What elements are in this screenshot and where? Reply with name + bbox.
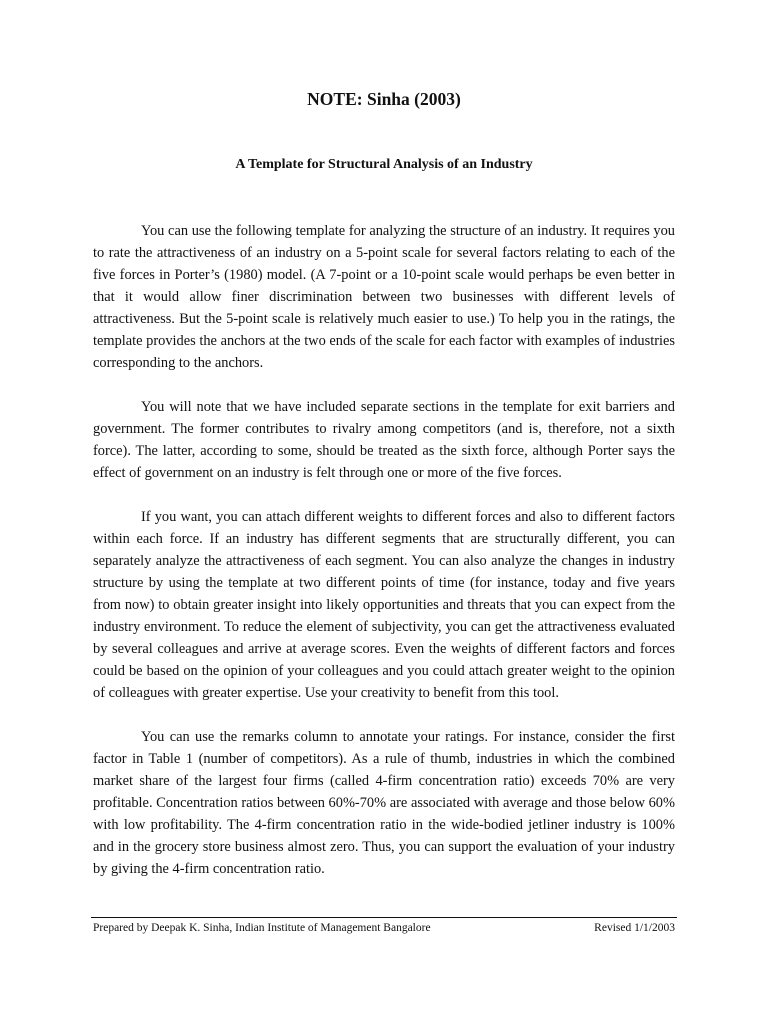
- footer-author: Prepared by Deepak K. Sinha, Indian Institute of Management Bangalore: [93, 922, 431, 934]
- footer-revision-date: Revised 1/1/2003: [594, 922, 675, 934]
- page-subtitle: A Template for Structural Analysis of an Industry: [235, 157, 533, 172]
- paragraph-remarks: You can use the remarks column to annotate your ratings. For instance, consider the first factor in Table 1 (number of competitors). As a rule of thumb, industries in which the combined market share of the largest four firms (called 4-firm concentration ratio) exceeds 70% are very profitable. Concentration ratios between 60%-70% are associated with average and those below 60% with low profitability. The 4-firm concentration ratio in the wide-bodied jetliner industry is 100% and in the grocery store business almost zero. Thus, you can support the evaluation of your industry by giving the 4-firm concentration ratio.: [93, 729, 675, 877]
- paragraph-intro: You can use the following template for analyzing the structure of an industry. It requires you to rate the attractiveness of an industry on a 5-point scale for several factors relating to each of the five forces in Porter’s (1980) model. (A 7-point or a 10-point scale would perhaps be even better in that it would allow finer discrimination between two businesses with different levels of attractiveness. But the 5-point scale is relatively much easier to use.) To help you in the ratings, the template provides the anchors at the two ends of the scale for each factor with examples of industries corresponding to the anchors.: [93, 223, 675, 371]
- body-text: [93, 220, 675, 902]
- paragraph-exit-barriers: You will note that we have included separate sections in the template for exit barriers and government. The former contributes to rivalry among competitors (and is, therefore, not a sixth force). The latter, according to some, should be treated as the sixth force, although Porter says the effect of government on an industry is felt through one or more of the five forces.: [93, 399, 675, 481]
- footer-divider: [91, 917, 677, 918]
- paragraph-weights: If you want, you can attach different weights to different forces and also to different factors within each force. If an industry has different segments that are structurally different, you can separately analyze the attractiveness of each segment. You can also analyze the changes in industry structure by using the template at two different points of time (for instance, today and five years from now) to obtain greater insight into likely opportunities and threats that you can expect from the industry environment. To reduce the element of subjectivity, you can get the attractiveness evaluated by several colleagues and arrive at average scores. Even the weights of different factors and forces could be based on the opinion of your colleagues and you could attach greater weight to the opinion of colleagues with greater expertise. Use your creativity to benefit from this tool.: [93, 509, 675, 701]
- page-title: NOTE: Sinha (2003): [307, 89, 461, 109]
